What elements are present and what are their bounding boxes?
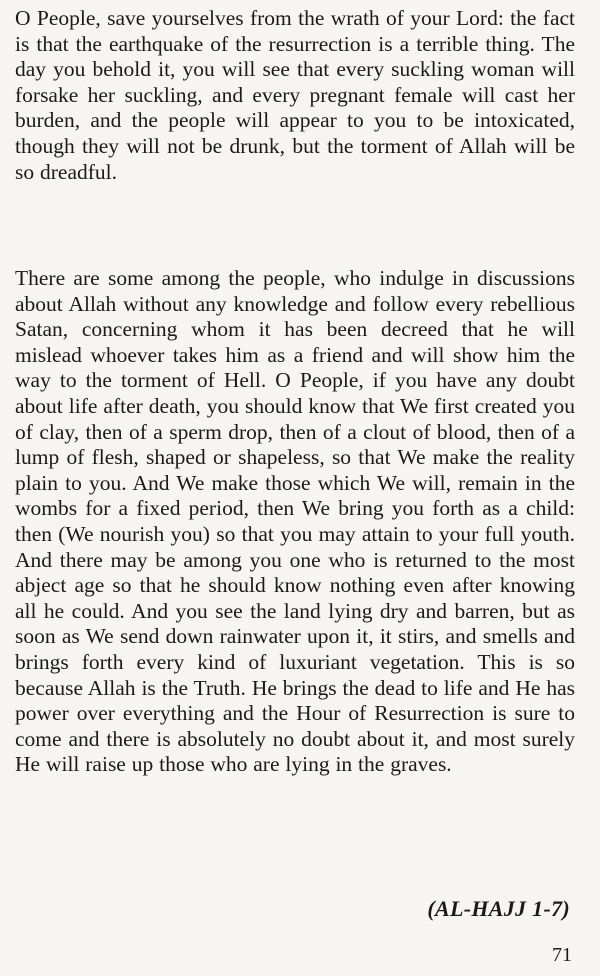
paragraph-1: O People, save yourselves from the wrath of your Lord: the fact is that the earthquake of the resurrection is a terrible thing. The day you behold it, you will see that every suckling woman will forsake her suckling, and every pregnant female will cast her burden, and the people will appear to you to be intoxicated, though they will not be drunk, but the torment of Allah will be so dreadful. [15,6,575,184]
page-number: 71 [552,944,572,966]
verse-citation: (AL-HAJJ 1-7) [427,896,570,921]
paragraph-2: There are some among the people, who indulge in discussions about Allah without any knowledge and follow every rebellious Satan, concerning whom it has been decreed that he will mislead whoever takes him as a friend and will show him the way to the torment of Hell. O People, if you have any doubt about life after death, you should know that We first created you of clay, then of a sperm drop, then of a clout of blood, then of a lump of flesh, shaped or shapeless, so that We make the reality plain to you. And We make those which We will, remain in the wombs for a fixed period, then We bring you forth as a child: then (We nourish you) so that you may attain to your full youth. And there may be among you one who is returned to the most abject age so that he should know nothing even after knowing all he could. And you see the land lying dry and barren, but as soon as We send down rainwater upon it, it stirs, and smells and brings forth every kind of luxuriant vegetation. This is so because Allah is the Truth. He brings the dead to life and He has power over everything and the Hour of Resurrection is sure to come and there is absolutely no doubt about it, and most surely He will raise up those who are lying in the graves. [15,266,575,777]
